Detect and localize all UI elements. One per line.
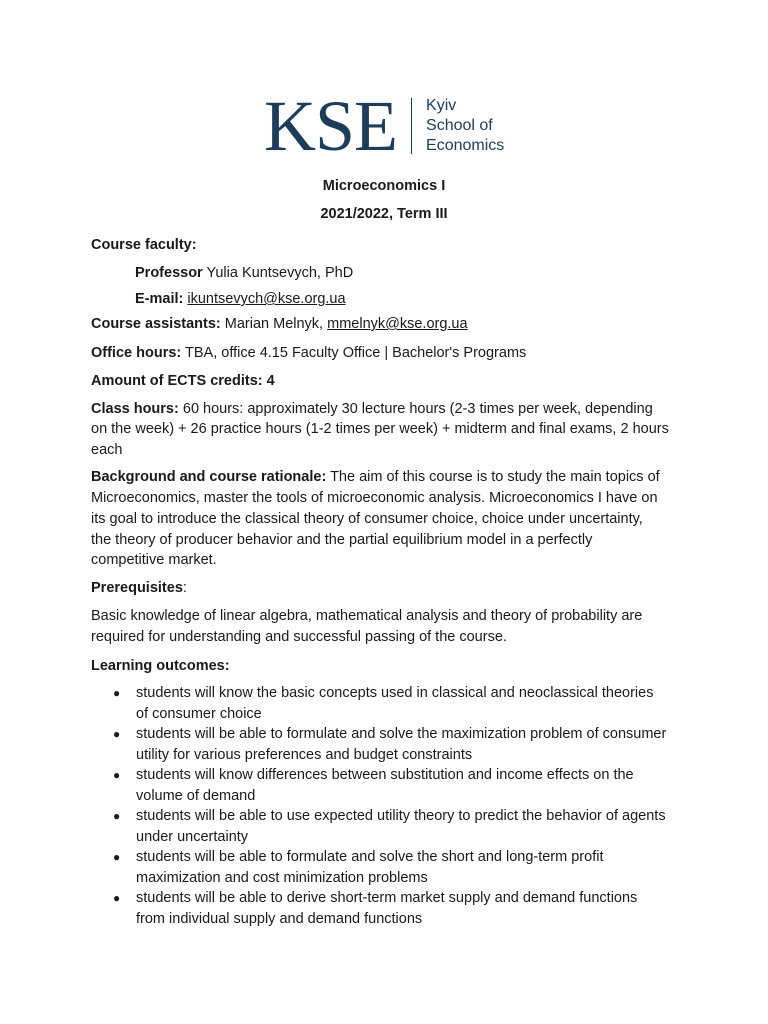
list-item: ● students will be able to formulate and solve the maximization problem of consumer utility for various preferences and budget constraints (113, 726, 667, 763)
logo-line-3: Economics (426, 137, 505, 154)
logo-mark: KSE (264, 86, 398, 166)
list-item: ● students will be able to derive short-term market supply and demand functions from individual supply and demand functions (113, 890, 638, 927)
bullet-icon: ● (113, 891, 121, 905)
assistants-name: Marian Melnyk, (224, 316, 324, 332)
logo-line-1: Kyiv (426, 97, 457, 114)
background-label: Background and course rationale: (91, 469, 327, 485)
assistants-label: Course assistants: (91, 316, 221, 332)
bullet-icon: ● (113, 850, 121, 864)
logo-text (426, 96, 504, 156)
class-hours-line-3: each (91, 442, 123, 458)
bullet-icon: ● (113, 727, 121, 741)
course-title: Microeconomics I (322, 178, 446, 194)
assistant-email-link[interactable]: mmelnyk@kse.org.ua (327, 316, 468, 332)
course-term: 2021/2022, Term III (320, 206, 448, 222)
prerequisites-heading: Prerequisites: (91, 580, 187, 596)
list-item: ● students will know differences between substitution and income effects on the volume of demand (113, 767, 634, 804)
email-label: E-mail: (135, 291, 184, 307)
outcomes-list (91, 683, 678, 929)
professor-label: Professor (135, 265, 203, 281)
ects-line: Amount of ECTS credits: 4 (91, 373, 275, 389)
class-hours-line-1: Class hours: 60 hours: approximately 30 lecture hours (2-3 times per week, depending (91, 401, 653, 417)
background-line-1: Background and course rationale: The aim of this course is to study the main topics of (91, 469, 660, 485)
office-hours-line (91, 343, 678, 364)
list-item: ● students will be able to use expected utility theory to predict the behavior of agents under uncertainty (113, 808, 666, 845)
professor-line (135, 263, 722, 284)
office-hours-text: TBA, office 4.15 Faculty Office | Bachelor's Programs (185, 345, 527, 361)
prerequisites-line-2: required for understanding and successful passing of the course. (91, 629, 507, 645)
kse-logo (264, 86, 505, 166)
prerequisites-line-1: Basic knowledge of linear algebra, mathematical analysis and theory of probability are (91, 608, 643, 624)
bullet-icon: ● (113, 768, 121, 782)
background-line-3: its goal to introduce the classical theory of consumer choice, choice under uncertainty, (91, 511, 643, 527)
faculty-heading: Course faculty: (91, 237, 197, 253)
bullet-icon: ● (113, 686, 121, 700)
list-item: ● students will know the basic concepts used in classical and neoclassical theories of consumer choice (113, 685, 654, 722)
list-item: ● students will be able to formulate and solve the short and long-term profit maximization and cost minimization problems (113, 849, 604, 886)
professor-email-line (135, 289, 722, 310)
outcomes-heading: Learning outcomes: (91, 658, 230, 674)
office-hours-label: Office hours: (91, 345, 182, 361)
background-line-5: competitive market. (91, 552, 217, 568)
professor-name: Yulia Kuntsevych, PhD (206, 265, 354, 281)
logo-divider (411, 98, 412, 154)
background-line-4: the theory of producer behavior and the partial equilibrium model in a perfectly (91, 532, 593, 548)
logo-line-2: School of (426, 117, 493, 134)
professor-email-link[interactable]: ikuntsevych@kse.org.ua (187, 291, 346, 307)
background-line-2: Microeconomics, master the tools of microeconomic analysis. Microeconomics I have on (91, 490, 658, 506)
bullet-icon: ● (113, 809, 121, 823)
class-hours-line-2: on the week) + 26 practice hours (1-2 times per week) + midterm and final exams, 2 hours (91, 421, 669, 437)
assistants-line (91, 314, 678, 335)
class-hours-label: Class hours: (91, 401, 179, 417)
